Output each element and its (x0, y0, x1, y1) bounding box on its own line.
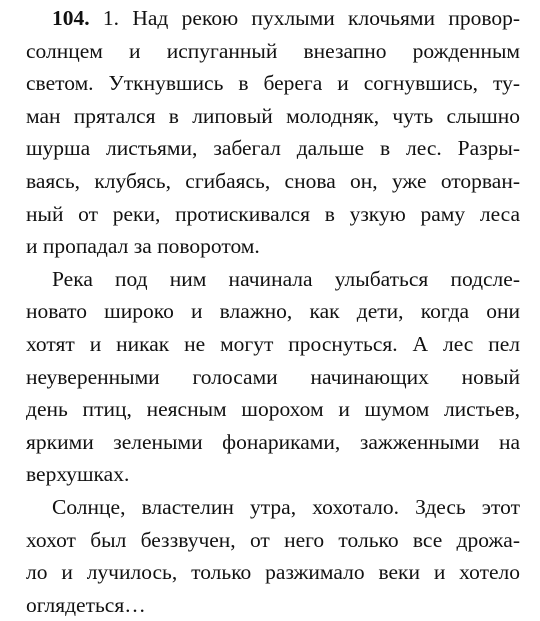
exercise-text (26, 2, 520, 621)
paragraph-3 (26, 491, 520, 621)
paragraph-1 (26, 2, 520, 263)
text-line (26, 2, 520, 35)
text-line: ло и лучилось, только разжимало веки и хотело (26, 560, 520, 585)
text-line-content: 1. Над рекою пухлыми клочьями провор- (89, 6, 520, 30)
paragraph-2 (26, 263, 520, 491)
text-line: новато широко и влажно, как дети, когда они (26, 299, 520, 324)
text-line: Солнце, властелин утра, хохотало. Здесь этот (52, 494, 520, 519)
text-line: и пропадал за поворотом. (26, 234, 260, 259)
text-line: хохот был беззвучен, от него только все дрожа- (26, 527, 520, 552)
text-line: хотят и никак не могут проснуться. А лес пел (26, 331, 520, 356)
text-line: шурша листьями, забегал дальше в лес. Разры- (26, 136, 520, 161)
text-line: день птиц, неясным шорохом и шумом листьев, (26, 397, 520, 422)
text-line: верхушках. (26, 462, 130, 487)
text-line: ман прятался в липовый молодняк, чуть слышно (26, 103, 520, 128)
text-line: оглядеться… (26, 592, 146, 617)
text-line: Река под ним начинала улыбаться подсле- (52, 266, 520, 291)
text-line: ный от реки, протискивался в узкую раму леса (26, 201, 520, 226)
text-line: ваясь, клубясь, сгибаясь, снова он, уже оторван- (26, 168, 520, 193)
text-line: неуверенными голосами начинающих новый (26, 364, 520, 389)
text-line: светом. Уткнувшись в берега и согнувшись, ту- (26, 71, 520, 96)
exercise-number: 104. (52, 6, 90, 30)
text-line: яркими зелеными фонариками, зажженными на (26, 429, 520, 454)
text-line: солнцем и испуганный внезапно рожденным (26, 38, 520, 63)
